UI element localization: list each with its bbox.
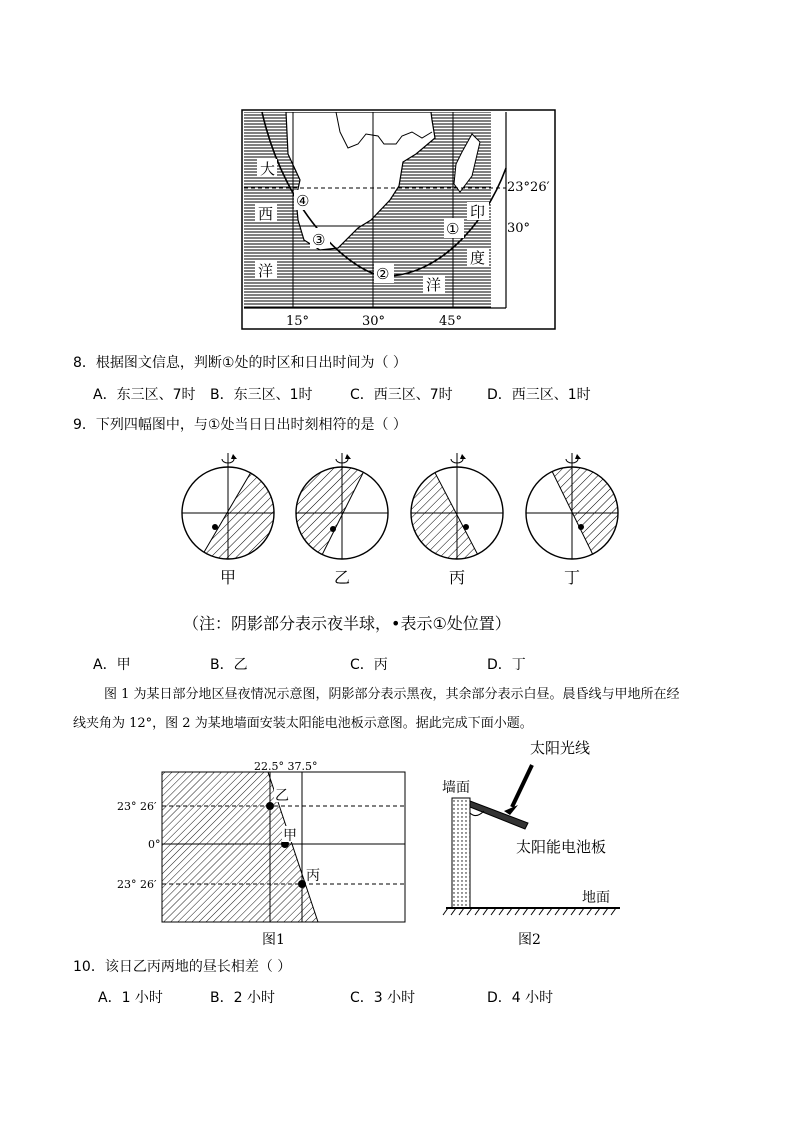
lon-label-45: 45°	[439, 314, 463, 329]
fig1-point-yi: 乙	[275, 788, 289, 804]
point-1: ①	[446, 220, 460, 238]
fig2-sunlight-label: 太阳光线	[530, 739, 591, 757]
fig2-wall-label: 墙面	[442, 780, 470, 796]
question-9-stem: 9．下列四幅图中，与①处当日日出时刻相符的是（ ）	[73, 417, 407, 433]
lat-label-tropic: 23°26′	[507, 180, 550, 195]
fig1-lat-label-n: 23° 26′	[117, 800, 157, 813]
globe-label-jia: 甲	[220, 568, 237, 587]
q10-option-c[interactable]: C．3 小时	[350, 990, 416, 1006]
q9-note: （注：阴影部分表示夜半球，•表示①处位置）	[183, 614, 511, 633]
map-label-yang-right: 洋	[426, 276, 442, 294]
lat-label-30: 30°	[507, 221, 531, 236]
figure-1	[110, 756, 410, 951]
lon-label-15: 15°	[286, 314, 310, 329]
fig1-night-area	[162, 772, 318, 922]
question-8-stem: 8．根据图文信息，判断①处的时区和日出时间为（ ）	[73, 355, 407, 371]
figure-2	[432, 735, 632, 950]
q10-option-a[interactable]: A．1 小时	[98, 990, 163, 1006]
globe-label-bing: 丙	[449, 568, 466, 587]
map-label-da: 大	[260, 160, 276, 178]
fig1-lon-labels: 22.5° 37.5°	[254, 760, 318, 773]
globe-bing	[411, 453, 503, 587]
fig1-lat-label-eq: 0°	[148, 838, 161, 851]
point-2: ②	[376, 265, 390, 283]
q9-option-d[interactable]: D．丁	[487, 657, 526, 673]
fig1-point-bing: 丙	[306, 868, 320, 884]
map-label-xi: 西	[258, 205, 274, 223]
q10-option-d[interactable]: D．4 小时	[487, 990, 554, 1006]
q8-option-d[interactable]: D．西三区、1时	[487, 387, 591, 403]
fig1-caption: 图1	[262, 932, 285, 948]
fig2-ground-label: 地面	[582, 890, 610, 906]
fig2-caption: 图2	[518, 932, 541, 948]
globe-diagrams	[170, 445, 620, 590]
globe-label-yi: 乙	[334, 568, 351, 587]
map-label-du: 度	[470, 249, 486, 267]
q9-option-a[interactable]: A．甲	[93, 657, 131, 673]
point-3: ③	[312, 231, 326, 249]
fig2-wall	[452, 798, 470, 908]
africa-map-figure	[236, 108, 566, 333]
fig2-panel-label: 太阳能电池板	[516, 838, 607, 856]
q9-option-c[interactable]: C．丙	[350, 657, 388, 673]
q8-option-c[interactable]: C．西三区、7时	[350, 387, 453, 403]
lon-label-30: 30°	[362, 314, 386, 329]
fig1-lat-label-s: 23° 26′	[117, 878, 157, 891]
question-10-stem: 10．该日乙丙两地的昼长相差（ ）	[73, 959, 292, 975]
globe-ding	[526, 453, 618, 587]
globe-yi	[296, 453, 388, 587]
intro-line-1: 图 1 为某日部分地区昼夜情况示意图，阴影部分表示黑夜，其余部分表示白昼。晨昏线与甲地所在经	[104, 687, 680, 702]
q9-option-b[interactable]: B．乙	[210, 657, 248, 673]
q10-option-b[interactable]: B．2 小时	[210, 990, 275, 1006]
map-label-yang-left: 洋	[258, 262, 274, 280]
globe-label-ding: 丁	[564, 568, 581, 587]
q8-option-a[interactable]: A．东三区、7时	[93, 387, 196, 403]
point-4: ④	[296, 192, 310, 210]
map-label-yin: 印	[470, 203, 486, 221]
globe-jia	[182, 453, 280, 587]
intro-line-2: 线夹角为 12°，图 2 为某地墙面安装太阳能电池板示意图。据此完成下面小题。	[73, 716, 533, 731]
fig1-point-jia: 甲	[283, 828, 297, 844]
q8-option-b[interactable]: B．东三区、1时	[210, 387, 313, 403]
